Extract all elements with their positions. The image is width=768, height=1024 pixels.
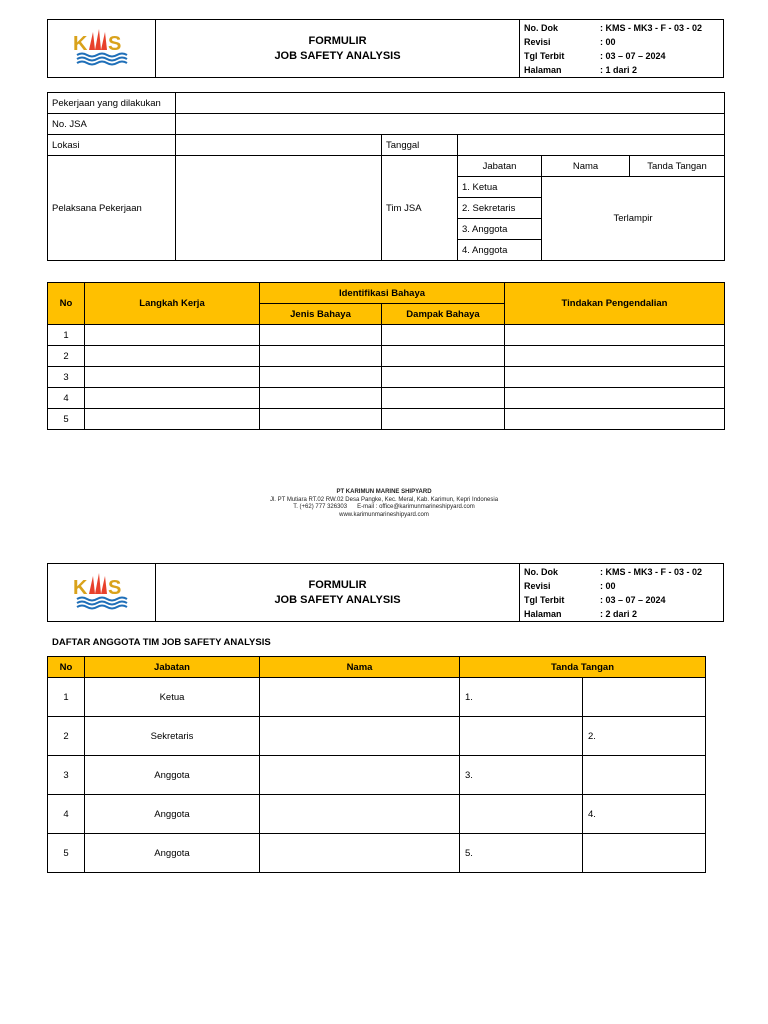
meta-label: Tgl Terbit (524, 50, 565, 61)
signature-left[interactable]: 3. (460, 756, 583, 795)
team-members-table (47, 656, 706, 873)
logo-cell (48, 20, 156, 78)
table-row (48, 834, 706, 873)
row-number: 5 (48, 409, 85, 430)
form-title (156, 564, 520, 622)
logo-sail (89, 576, 95, 594)
col-nama: Nama (260, 657, 460, 678)
jsa-field[interactable] (176, 114, 725, 135)
logo-cell (48, 564, 156, 622)
meta-label: Revisi (524, 36, 551, 47)
pelaksana-field[interactable] (176, 156, 382, 261)
nama-cell[interactable] (260, 717, 460, 756)
langkah-cell[interactable] (85, 325, 260, 346)
signature-right[interactable] (583, 756, 706, 795)
meta-value: : KMS - MK3 - F - 03 - 02 (600, 566, 703, 577)
lokasi-field[interactable] (176, 135, 382, 156)
footer-address: Jl. PT Mutiara RT.02 RW.02 Desa Pangke, Kec. Meral, Kab. Karimun, Kepri Indonesia (269, 496, 499, 503)
row-number: 4 (48, 795, 85, 834)
langkah-cell[interactable] (85, 409, 260, 430)
meta-value: : 1 dari 2 (600, 64, 638, 75)
jenis-cell[interactable] (260, 325, 382, 346)
table-row (48, 367, 725, 388)
row-number: 2 (48, 717, 85, 756)
meta-value: : KMS - MK3 - F - 03 - 02 (600, 22, 703, 33)
meta-label: Halaman (524, 64, 562, 75)
col-no: No (48, 657, 85, 678)
pekerjaan-field[interactable] (176, 93, 725, 114)
tanggal-label: Tanggal (382, 135, 458, 156)
tanggal-field[interactable] (458, 135, 725, 156)
jabatan-cell: Anggota (85, 795, 260, 834)
pekerjaan-label: Pekerjaan yang dilakukan (48, 93, 176, 114)
table-row (48, 325, 725, 346)
dampak-cell[interactable] (382, 388, 505, 409)
document-meta (520, 564, 724, 622)
dampak-cell[interactable] (382, 346, 505, 367)
nama-cell[interactable] (260, 678, 460, 717)
table-row (48, 388, 725, 409)
dampak-cell[interactable] (382, 325, 505, 346)
col-jenis-bahaya: Jenis Bahaya (260, 304, 382, 325)
col-jabatan: Jabatan (85, 657, 260, 678)
jabatan-header: Jabatan (458, 156, 542, 177)
job-info-table (47, 92, 725, 261)
meta-value: : 2 dari 2 (600, 608, 638, 619)
signature-left[interactable]: 5. (460, 834, 583, 873)
dampak-cell[interactable] (382, 409, 505, 430)
logo-sail (101, 576, 107, 594)
jabatan-cell: Anggota (85, 756, 260, 795)
pelaksana-label: Pelaksana Pekerjaan (48, 156, 176, 261)
meta-label: Revisi (524, 580, 551, 591)
jsa-label: No. JSA (48, 114, 176, 135)
role-anggota: 3. Anggota (458, 219, 542, 240)
meta-label: Tgl Terbit (524, 594, 565, 605)
logo-sail (89, 32, 95, 50)
nama-cell[interactable] (260, 795, 460, 834)
lokasi-label: Lokasi (48, 135, 176, 156)
meta-value: : 03 – 07 – 2024 (600, 50, 666, 61)
nama-cell[interactable] (260, 834, 460, 873)
logo-letter-s: S (107, 33, 121, 55)
table-row (48, 717, 706, 756)
jenis-cell[interactable] (260, 367, 382, 388)
langkah-cell[interactable] (85, 388, 260, 409)
form-title-line1: FORMULIR (308, 578, 367, 591)
jenis-cell[interactable] (260, 409, 382, 430)
langkah-cell[interactable] (85, 346, 260, 367)
table-row (48, 346, 725, 367)
role-anggota: 4. Anggota (458, 240, 542, 261)
jenis-cell[interactable] (260, 346, 382, 367)
kms-logo-icon (71, 26, 133, 68)
col-no: No (48, 283, 85, 325)
tindakan-cell[interactable] (505, 325, 725, 346)
dampak-cell[interactable] (382, 367, 505, 388)
logo-letter-s: S (107, 577, 121, 599)
meta-value: : 00 (600, 36, 616, 47)
nama-cell[interactable] (260, 756, 460, 795)
role-sekretaris: 2. Sekretaris (458, 198, 542, 219)
logo-sail (95, 29, 101, 50)
jenis-cell[interactable] (260, 388, 382, 409)
table-row (48, 756, 706, 795)
row-number: 3 (48, 367, 85, 388)
col-dampak-bahaya: Dampak Bahaya (382, 304, 505, 325)
tindakan-cell[interactable] (505, 388, 725, 409)
table-row (48, 409, 725, 430)
form-title (156, 20, 520, 78)
kms-logo-icon (71, 570, 133, 612)
meta-label: No. Dok (524, 566, 559, 577)
signature-left[interactable]: 1. (460, 678, 583, 717)
footer-contact: T. (+62) 777 326303 E-mail : office@karimunmarineshipyard.com (293, 504, 475, 510)
ttd-header: Tanda Tangan (630, 156, 725, 177)
col-tindakan-pengendalian: Tindakan Pengendalian (505, 283, 725, 325)
document-header (47, 19, 724, 78)
langkah-cell[interactable] (85, 367, 260, 388)
row-number: 1 (48, 325, 85, 346)
row-number: 2 (48, 346, 85, 367)
meta-label: No. Dok (524, 22, 559, 33)
tindakan-cell[interactable] (505, 346, 725, 367)
signature-right[interactable] (583, 678, 706, 717)
footer-website: www.karimunmarineshipyard.com (339, 511, 429, 518)
row-number: 1 (48, 678, 85, 717)
jabatan-cell: Anggota (85, 834, 260, 873)
row-number: 4 (48, 388, 85, 409)
document-meta (520, 20, 724, 78)
jabatan-cell: Ketua (85, 678, 260, 717)
signature-left[interactable] (460, 795, 583, 834)
row-number: 5 (48, 834, 85, 873)
meta-value: : 00 (600, 580, 616, 591)
terlampir-note: Terlampir (542, 177, 725, 261)
document-header (47, 563, 724, 622)
form-title-line2: JOB SAFETY ANALYSIS (274, 593, 401, 606)
meta-label: Halaman (524, 608, 562, 619)
row-number: 3 (48, 756, 85, 795)
col-langkah-kerja: Langkah Kerja (85, 283, 260, 325)
signature-right[interactable]: 2. (583, 717, 706, 756)
table-row (48, 678, 706, 717)
jabatan-cell: Sekretaris (85, 717, 260, 756)
role-ketua: 1. Ketua (458, 177, 542, 198)
tim-label: Tim JSA (382, 156, 458, 261)
col-identifikasi-bahaya: Identifikasi Bahaya (260, 283, 505, 304)
signature-right[interactable]: 4. (583, 795, 706, 834)
signature-left[interactable] (460, 717, 583, 756)
company-footer (0, 489, 768, 519)
col-tanda-tangan: Tanda Tangan (460, 657, 706, 678)
logo-letter-k: K (72, 577, 87, 599)
logo-sail (95, 573, 101, 594)
tindakan-cell[interactable] (505, 409, 725, 430)
meta-value: : 03 – 07 – 2024 (600, 594, 666, 605)
logo-letter-k: K (72, 33, 87, 55)
tindakan-cell[interactable] (505, 367, 725, 388)
footer-company: PT KARIMUN MARINE SHIPYARD (336, 489, 432, 495)
hazard-steps-table (47, 282, 725, 430)
nama-header: Nama (542, 156, 630, 177)
logo-sail (101, 32, 107, 50)
table-row (48, 795, 706, 834)
form-title-line1: FORMULIR (308, 34, 367, 47)
section-title: DAFTAR ANGGOTA TIM JOB SAFETY ANALYSIS (52, 637, 271, 648)
signature-right[interactable] (583, 834, 706, 873)
form-title-line2: JOB SAFETY ANALYSIS (274, 49, 401, 62)
